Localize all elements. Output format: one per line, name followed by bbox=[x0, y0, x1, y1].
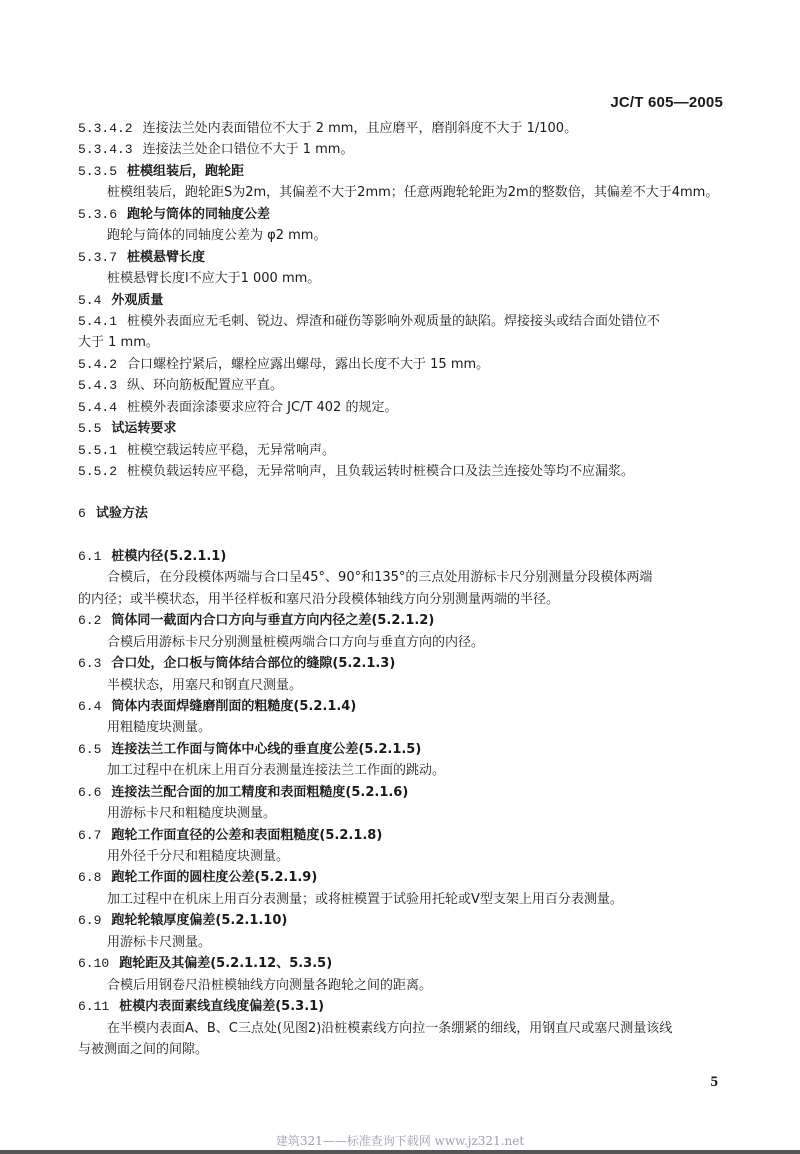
clause-text: 桩模外表面涂漆要求应符合 JC/T 402 的规定。 bbox=[127, 399, 398, 415]
clause-number: 6 bbox=[78, 506, 86, 522]
text-line bbox=[78, 332, 728, 353]
text-line bbox=[78, 1039, 728, 1060]
clause-text: 试验方法 bbox=[95, 506, 148, 522]
clause-text: 筒体内表面焊缝磨削面的粗糙度(5.2.1.4) bbox=[111, 698, 357, 714]
clause-number: 6.11 bbox=[78, 999, 110, 1015]
section-heading bbox=[78, 953, 728, 974]
clause-line bbox=[78, 311, 728, 332]
document-body bbox=[78, 118, 728, 1060]
text-line bbox=[78, 846, 728, 867]
clause-number: 6.3 bbox=[78, 656, 102, 672]
clause-text: 桩模组装后，跑轮距S为2m，其偏差不大于2mm；任意两跑轮轮距为2m的整数倍，其偏差不大于4mm。 bbox=[107, 185, 719, 201]
text-line bbox=[78, 268, 728, 289]
clause-text: 跑轮工作面直径的公差和表面粗糙度(5.2.1.8) bbox=[111, 827, 383, 843]
clause-line bbox=[78, 354, 728, 375]
clause-number: 6.2 bbox=[78, 613, 102, 629]
clause-text: 连接法兰处内表面错位不大于 2 mm，且应磨平，磨削斜度不大于 1/100。 bbox=[142, 121, 578, 136]
clause-number: 6.8 bbox=[78, 870, 102, 886]
clause-text: 的内径；或半模状态，用半径样板和塞尺沿分段模体轴线方向分别测量两端的半径。 bbox=[78, 591, 560, 607]
clause-text: 用游标卡尺测量。 bbox=[107, 934, 212, 950]
clause-text: 跑轮与筒体的同轴度公差为 φ2 mm。 bbox=[107, 228, 327, 244]
clause-text: 连接法兰工作面与筒体中心线的垂直度公差(5.2.1.5) bbox=[111, 741, 422, 757]
clause-number: 6.10 bbox=[78, 956, 110, 972]
section-heading bbox=[78, 290, 728, 311]
clause-line bbox=[78, 118, 728, 139]
section-heading bbox=[78, 910, 728, 931]
clause-line bbox=[78, 440, 728, 461]
clause-number: 5.3.6 bbox=[78, 206, 118, 222]
clause-text: 连接法兰配合面的加工精度和表面粗糙度(5.2.1.6) bbox=[111, 784, 409, 800]
clause-number: 5.4.4 bbox=[78, 399, 118, 415]
clause-text: 加工过程中在机床上用百分表测量连接法兰工作面的跳动。 bbox=[107, 763, 446, 779]
text-line bbox=[78, 975, 728, 996]
clause-number: 6.5 bbox=[78, 741, 102, 757]
clause-number: 5.5 bbox=[78, 421, 102, 437]
clause-text: 半模状态，用塞尺和钢直尺测量。 bbox=[107, 677, 303, 693]
clause-number: 6.6 bbox=[78, 784, 102, 800]
section-heading bbox=[78, 247, 728, 268]
text-line bbox=[78, 889, 728, 910]
section-heading bbox=[78, 161, 728, 182]
clause-text: 桩模悬臂长度 bbox=[127, 249, 206, 265]
clause-text: 跑轮与筒体的同轴度公差 bbox=[127, 206, 271, 222]
clause-line bbox=[78, 375, 728, 396]
clause-line bbox=[78, 397, 728, 418]
clause-number: 6.1 bbox=[78, 548, 102, 564]
clause-text: 用外径千分尺和粗糙度块测量。 bbox=[107, 849, 290, 864]
clause-text: 合口螺栓拧紧后，螺栓应露出螺母，露出长度不大于 15 mm。 bbox=[127, 356, 490, 372]
text-line bbox=[78, 589, 728, 610]
section-heading bbox=[78, 653, 728, 674]
standard-code-header: JC/T 605—2005 bbox=[610, 94, 723, 111]
text-line bbox=[78, 1018, 728, 1039]
clause-text: 跑轮距及其偏差(5.2.1.12、5.3.5) bbox=[119, 956, 333, 972]
section-heading bbox=[78, 867, 728, 888]
clause-text: 桩模内表面素线直线度偏差(5.3.1) bbox=[119, 999, 325, 1015]
clause-text: 桩模组装后，跑轮距 bbox=[127, 163, 245, 179]
section-heading bbox=[78, 418, 728, 439]
clause-text: 用粗糙度块测量。 bbox=[107, 720, 212, 736]
text-line bbox=[78, 567, 728, 588]
clause-number: 5.4.2 bbox=[78, 356, 118, 372]
clause-text: 桩模内径(5.2.1.1) bbox=[111, 548, 227, 564]
clause-number: 6.9 bbox=[78, 913, 102, 929]
clause-text: 用游标卡尺和粗糙度块测量。 bbox=[107, 806, 277, 822]
clause-number: 5.4.3 bbox=[78, 378, 118, 394]
section-heading bbox=[78, 782, 728, 803]
text-line bbox=[78, 632, 728, 653]
clause-text: 外观质量 bbox=[111, 292, 164, 308]
clause-number: 5.3.4.2 bbox=[78, 121, 133, 136]
clause-text: 桩模负载运转应平稳，无异常响声，且负载运转时桩模合口及法兰连接处等均不应漏浆。 bbox=[127, 464, 635, 479]
section-heading bbox=[78, 503, 728, 524]
section-heading bbox=[78, 204, 728, 225]
clause-text: 跑轮工作面的圆柱度公差(5.2.1.9) bbox=[111, 870, 318, 886]
clause-text: 合模后用钢卷尺沿桩模轴线方向测量各跑轮之间的距离。 bbox=[107, 977, 433, 993]
section-heading bbox=[78, 546, 728, 567]
text-line bbox=[78, 675, 728, 696]
clause-text: 桩模空载运转应平稳，无异常响声。 bbox=[127, 442, 336, 458]
text-line bbox=[78, 932, 728, 953]
clause-text: 加工过程中在机床上用百分表测量；或将桩模置于试验用托轮或V型支架上用百分表测量。 bbox=[107, 891, 623, 907]
clause-line bbox=[78, 461, 728, 482]
clause-number: 5.3.4.3 bbox=[78, 142, 133, 158]
clause-text: 筒体同一截面内合口方向与垂直方向内径之差(5.2.1.2) bbox=[111, 613, 435, 629]
clause-text: 试运转要求 bbox=[111, 421, 177, 437]
clause-line bbox=[78, 139, 728, 160]
section-heading bbox=[78, 739, 728, 760]
clause-text: 与被测面之间的间隙。 bbox=[78, 1041, 209, 1057]
clause-text: 合模后，在分段模体两端与合口呈45°、90°和135°的三点处用游标卡尺分别测量分段模体两端 bbox=[107, 570, 653, 586]
clause-text: 跑轮轮辕厚度偏差(5.2.1.10) bbox=[111, 913, 288, 929]
text-line bbox=[78, 182, 728, 203]
scan-edge bbox=[0, 1150, 800, 1154]
section-heading bbox=[78, 996, 728, 1017]
clause-text: 合口处，企口板与筒体结合部位的缝隙(5.2.1.3) bbox=[111, 656, 396, 672]
clause-number: 6.7 bbox=[78, 827, 102, 843]
clause-text: 合模后用游标卡尺分别测量桩模两端合口方向与垂直方向的内径。 bbox=[107, 634, 485, 650]
section-heading bbox=[78, 610, 728, 631]
page-number: 5 bbox=[710, 1074, 718, 1090]
section-heading bbox=[78, 696, 728, 717]
clause-text: 在半模内表面A、B、C三点处(见图2)沿桩模素线方向拉一条绷紧的细线，用钢直尺或塞尺测量该线 bbox=[107, 1020, 673, 1036]
text-line bbox=[78, 760, 728, 781]
clause-text: 纵、环向筋板配置应平直。 bbox=[127, 378, 284, 394]
clause-number: 6.4 bbox=[78, 698, 102, 714]
clause-number: 5.5.1 bbox=[78, 442, 118, 458]
text-line bbox=[78, 717, 728, 738]
clause-text: 桩模外表面应无毛刺、锐边、焊渣和碰伤等影响外观质量的缺陷。焊接接头或结合面处错位不 bbox=[127, 313, 661, 329]
clause-number: 5.4 bbox=[78, 292, 102, 308]
clause-text: 连接法兰处企口错位不大于 1 mm。 bbox=[142, 142, 354, 158]
clause-text: 大于 1 mm。 bbox=[78, 335, 159, 351]
clause-number: 5.3.5 bbox=[78, 163, 118, 179]
text-line bbox=[78, 803, 728, 824]
clause-number: 5.4.1 bbox=[78, 313, 118, 329]
clause-number: 5.3.7 bbox=[78, 249, 118, 265]
watermark: 建筑321——标准查询下载网 www.jz321.net bbox=[275, 1134, 525, 1148]
section-heading bbox=[78, 825, 728, 846]
text-line bbox=[78, 225, 728, 246]
clause-text: 桩模悬臂长度l不应大于1 000 mm。 bbox=[107, 271, 321, 287]
clause-number: 5.5.2 bbox=[78, 464, 118, 479]
